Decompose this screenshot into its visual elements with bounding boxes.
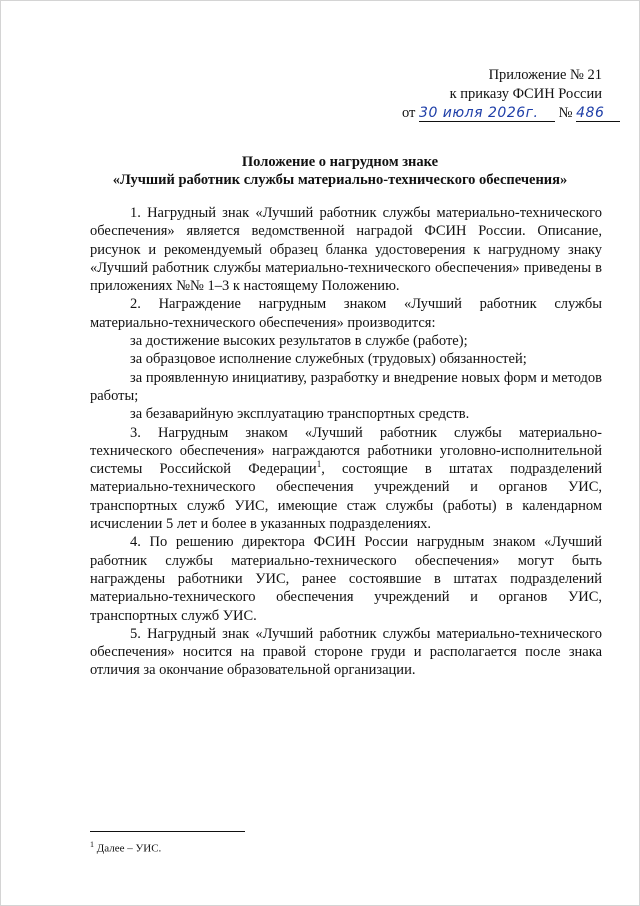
list-item-transport: за безаварийную эксплуатацию транспортных средств. [130,406,470,423]
footnote-text: Далее – УИС. [94,842,162,855]
list-item-initiative: за проявленную инициативу, разработку и внедрение новых форм и методов работы; [90,369,602,404]
list-item-duties: за образцовое исполнение служебных (трудовых) обязанностей; [130,351,527,368]
title-line-1: Положение о нагрудном знаке [241,154,439,170]
number-label: № [558,105,573,121]
paragraph-3-end: , состоящие в штатах подразделений материально-технического обеспечения учреждений и органов УИС, транспортных служб УИС, имеющие стаж службы (работы) в календарном исчислении 5 лет и более в указанных подразделениях. [90,461,602,533]
footnote [90,838,590,856]
date-number-line [402,104,605,123]
appendix-header [402,66,605,123]
document-body [90,204,602,680]
footnote-divider [90,831,245,832]
footnote-marker: 1 [90,840,94,849]
paragraph-3 [90,424,602,534]
paragraph-2: 2. Награждение нагрудным знаком «Лучший работник службы материально-технического обеспечения» производится: [90,296,602,331]
handwritten-number: 486 [576,106,620,122]
paragraph-4: 4. По решению директора ФСИН России нагрудным знаком «Лучший работник службы материально-технического обеспечения» могут быть награждены работники УИС, ранее состоявшие в штатах подразделений материально-технического обеспечения учреждений и органов УИС, транспортных служб УИС. [90,534,602,624]
document-title [80,153,600,189]
footnote-reference: 1 [316,459,322,470]
paragraph-1: 1. Нагрудный знак «Лучший работник службы материально-технического обеспечения» является ведомственной наградой ФСИН России. Описание, рисунок и рекомендуемый образец бланка удостоверения к нагрудному знаку «Лучший работник службы материально-технического обеспечения» приведены в приложениях №№ 1–3 к настоящему Положению. [90,205,602,295]
order-reference: к приказу ФСИН России [449,86,602,102]
appendix-number: Приложение № 21 [488,67,602,83]
title-line-2: «Лучший работник службы материально-технического обеспечения» [112,172,568,188]
paragraph-5: 5. Нагрудный знак «Лучший работник службы материально-технического обеспечения» носится на правой стороне груди и располагается после знака отличия за окончание образовательной организации. [90,625,602,679]
paragraph-3-start: 3. Нагрудным знаком «Лучший работник службы материально-технического обеспечения» награждаются работники уголовно-исполнительной системы Российской Федерации [90,424,602,478]
list-item-achievements: за достижение высоких результатов в службе (работе); [130,333,468,350]
from-label: от [402,105,416,121]
handwritten-date: 30 июля 2026г. [419,106,555,122]
